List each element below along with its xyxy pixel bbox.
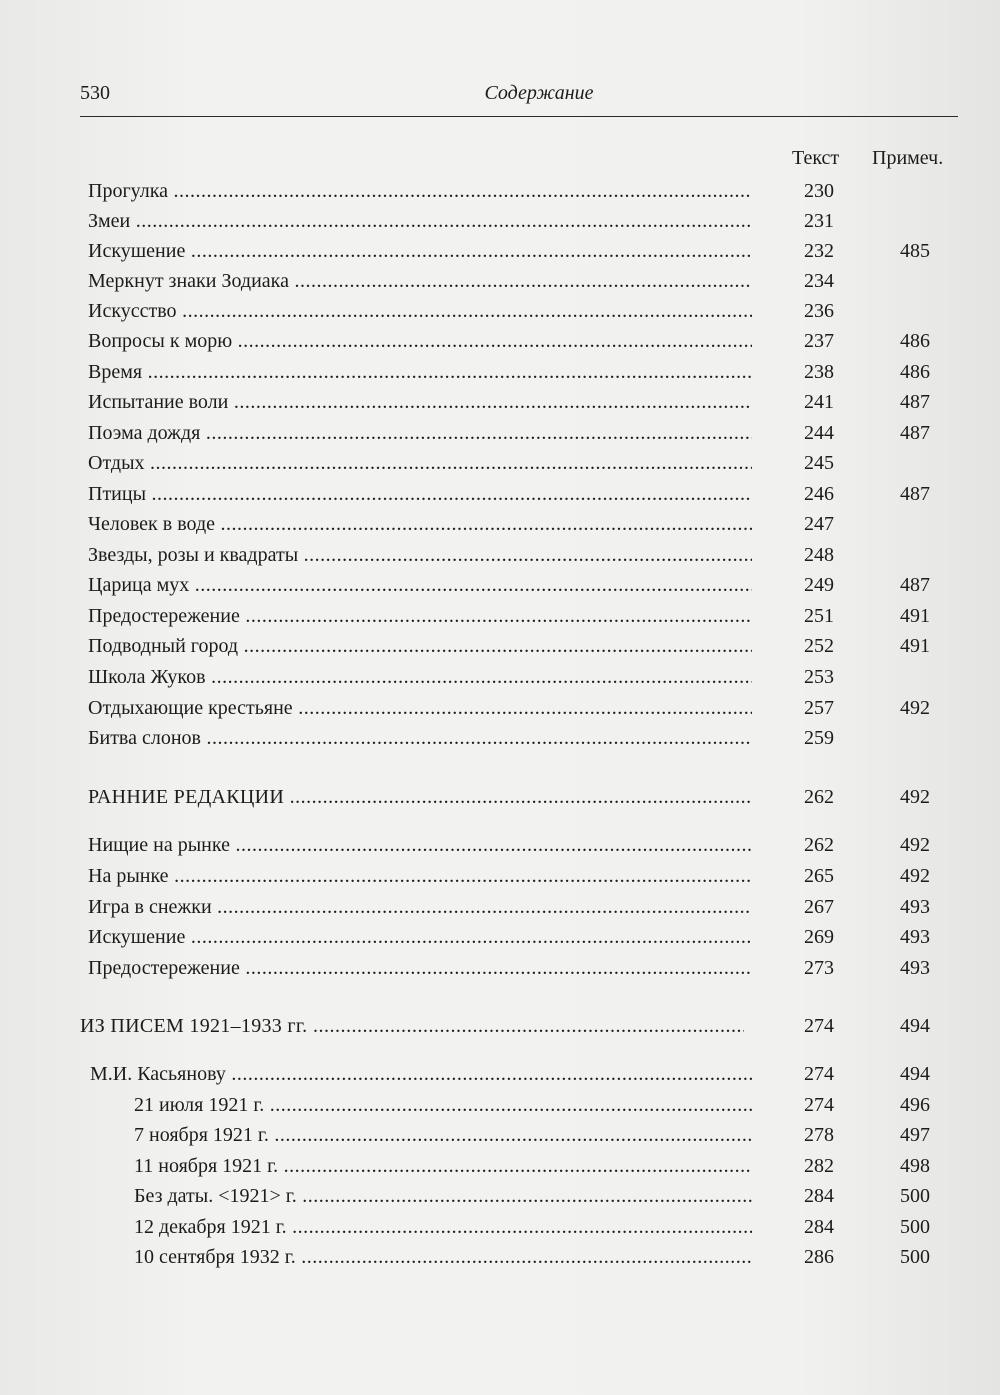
entry-text-page: 259 — [804, 727, 834, 749]
toc-entry — [0, 481, 1000, 507]
entry-title: Подводный город ..... — [88, 633, 752, 659]
entry-note-page: 487 — [900, 391, 930, 413]
toc-entry — [0, 955, 1000, 981]
entry-text-page: 273 — [804, 957, 834, 979]
toc-entry — [0, 664, 1000, 690]
toc-entry — [0, 450, 1000, 476]
entry-text-page: 246 — [804, 483, 834, 505]
entry-note-page: 492 — [900, 865, 930, 887]
text-column-header: Текст — [792, 147, 840, 169]
entry-text-page: 249 — [804, 574, 834, 596]
entry-note-page: 491 — [900, 605, 930, 627]
toc-entry — [0, 1122, 1000, 1148]
entry-text-page: 267 — [804, 896, 834, 918]
entry-text-page: 244 — [804, 422, 834, 444]
entry-title: М.И. Касьянову ..... — [90, 1061, 752, 1087]
toc-entry — [0, 268, 1000, 294]
entry-note-page: 487 — [900, 574, 930, 596]
toc-entry — [0, 238, 1000, 264]
entry-title: Без даты. <1921> г. ..... — [134, 1183, 752, 1209]
toc-entry — [0, 208, 1000, 234]
entry-text-page: 236 — [804, 300, 834, 322]
toc-entry — [0, 725, 1000, 751]
entry-title: Царица мух ..... — [88, 572, 752, 598]
entry-title: Искушение ..... — [88, 924, 752, 950]
toc-entry — [0, 328, 1000, 354]
toc-entry — [0, 1092, 1000, 1118]
entry-title: 21 июля 1921 г. ..... — [134, 1092, 752, 1118]
entry-text-page: 262 — [804, 786, 834, 808]
entry-text-page: 284 — [804, 1185, 834, 1207]
entry-text-page: 284 — [804, 1216, 834, 1238]
entry-title: 10 сентября 1932 г. ..... — [134, 1244, 752, 1270]
entry-title: Человек в воде ..... — [88, 511, 752, 537]
entry-title: Меркнут знаки Зодиака ..... — [88, 268, 752, 294]
entry-text-page: 253 — [804, 666, 834, 688]
entry-title: Искушение ..... — [88, 238, 752, 264]
toc-entry — [0, 511, 1000, 537]
entry-title: Школа Жуков ..... — [88, 664, 752, 690]
running-title: Содержание — [484, 82, 594, 104]
entry-text-page: 238 — [804, 361, 834, 383]
entry-text-page: 262 — [804, 834, 834, 856]
entry-text-page: 247 — [804, 513, 834, 535]
entry-text-page: 257 — [804, 697, 834, 719]
toc-entry — [0, 542, 1000, 568]
entry-note-page: 492 — [900, 786, 930, 808]
toc-entry — [0, 420, 1000, 446]
entry-title: Искусство ..... — [88, 298, 752, 324]
entry-title: Прогулка ..... — [88, 178, 752, 204]
entry-text-page: 274 — [804, 1094, 834, 1116]
entry-text-page: 248 — [804, 544, 834, 566]
entry-text-page: 252 — [804, 635, 834, 657]
entry-text-page: 241 — [804, 391, 834, 413]
section-title: РАННИЕ РЕДАКЦИИ ..... — [88, 784, 752, 810]
toc-entry — [0, 863, 1000, 889]
toc-entry — [0, 1244, 1000, 1270]
toc-section-heading — [0, 784, 1000, 810]
entry-title: 11 ноября 1921 г. ..... — [134, 1153, 752, 1179]
entry-text-page: 265 — [804, 865, 834, 887]
entry-note-page: 493 — [900, 896, 930, 918]
entry-title: 7 ноября 1921 г. ..... — [134, 1122, 752, 1148]
toc-section-heading — [0, 1013, 1000, 1039]
entry-note-page: 497 — [900, 1124, 930, 1146]
entry-title: Игра в снежки ..... — [88, 894, 752, 920]
toc-entry — [0, 1214, 1000, 1240]
entry-text-page: 230 — [804, 180, 834, 202]
toc-entry — [0, 832, 1000, 858]
entry-text-page: 232 — [804, 240, 834, 262]
entry-note-page: 494 — [900, 1015, 930, 1037]
column-headers — [0, 147, 1000, 173]
toc-entry — [0, 298, 1000, 324]
entry-note-page: 493 — [900, 926, 930, 948]
entry-text-page: 274 — [804, 1063, 834, 1085]
entry-note-page: 486 — [900, 330, 930, 352]
entry-text-page: 251 — [804, 605, 834, 627]
entry-note-page: 500 — [900, 1246, 930, 1268]
entry-note-page: 487 — [900, 422, 930, 444]
entry-title: 12 декабря 1921 г. ..... — [134, 1214, 752, 1240]
entry-text-page: 231 — [804, 210, 834, 232]
page-number: 530 — [80, 82, 110, 104]
entry-title: Звезды, розы и квадраты ..... — [88, 542, 752, 568]
toc-entry — [0, 389, 1000, 415]
toc-entry — [0, 1061, 1000, 1087]
entry-text-page: 286 — [804, 1246, 834, 1268]
entry-note-page: 491 — [900, 635, 930, 657]
entry-note-page: 498 — [900, 1155, 930, 1177]
toc-entry — [0, 178, 1000, 204]
section-title: ИЗ ПИСЕМ 1921–1933 гг. ..... — [80, 1013, 744, 1039]
entry-note-page: 487 — [900, 483, 930, 505]
entry-title: Змеи ..... — [88, 208, 752, 234]
toc-entry — [0, 924, 1000, 950]
toc-entry — [0, 1183, 1000, 1209]
toc-entry — [0, 633, 1000, 659]
entry-note-page: 500 — [900, 1185, 930, 1207]
toc-entry — [0, 603, 1000, 629]
entry-title: Время ..... — [88, 359, 752, 385]
entry-title: Поэма дождя ..... — [88, 420, 752, 446]
toc-entry — [0, 695, 1000, 721]
entry-text-page: 282 — [804, 1155, 834, 1177]
entry-note-page: 492 — [900, 697, 930, 719]
entry-note-page: 496 — [900, 1094, 930, 1116]
entry-note-page: 492 — [900, 834, 930, 856]
entry-text-page: 269 — [804, 926, 834, 948]
entry-note-page: 485 — [900, 240, 930, 262]
toc-entry — [0, 894, 1000, 920]
entry-title: Отдых ..... — [88, 450, 752, 476]
entry-note-page: 493 — [900, 957, 930, 979]
entry-text-page: 278 — [804, 1124, 834, 1146]
entry-title: Предостережение ..... — [88, 603, 752, 629]
entry-note-page: 494 — [900, 1063, 930, 1085]
entry-title: Отдыхающие крестьяне ..... — [88, 695, 752, 721]
entry-text-page: 234 — [804, 270, 834, 292]
entry-title: Предостережение ..... — [88, 955, 752, 981]
toc-entry — [0, 572, 1000, 598]
entry-text-page: 237 — [804, 330, 834, 352]
entry-title: На рынке ..... — [88, 863, 752, 889]
entry-text-page: 274 — [804, 1015, 834, 1037]
toc-entry — [0, 359, 1000, 385]
toc-entry — [0, 1153, 1000, 1179]
entry-text-page: 245 — [804, 452, 834, 474]
entry-title: Испытание воли ..... — [88, 389, 752, 415]
entry-title: Битва слонов ..... — [88, 725, 752, 751]
entry-title: Птицы ..... — [88, 481, 752, 507]
notes-column-header: Примеч. — [872, 147, 944, 169]
entry-note-page: 500 — [900, 1216, 930, 1238]
entry-note-page: 486 — [900, 361, 930, 383]
entry-title: Нищие на рынке ..... — [88, 832, 752, 858]
page-header — [80, 82, 958, 117]
entry-title: Вопросы к морю ..... — [88, 328, 752, 354]
